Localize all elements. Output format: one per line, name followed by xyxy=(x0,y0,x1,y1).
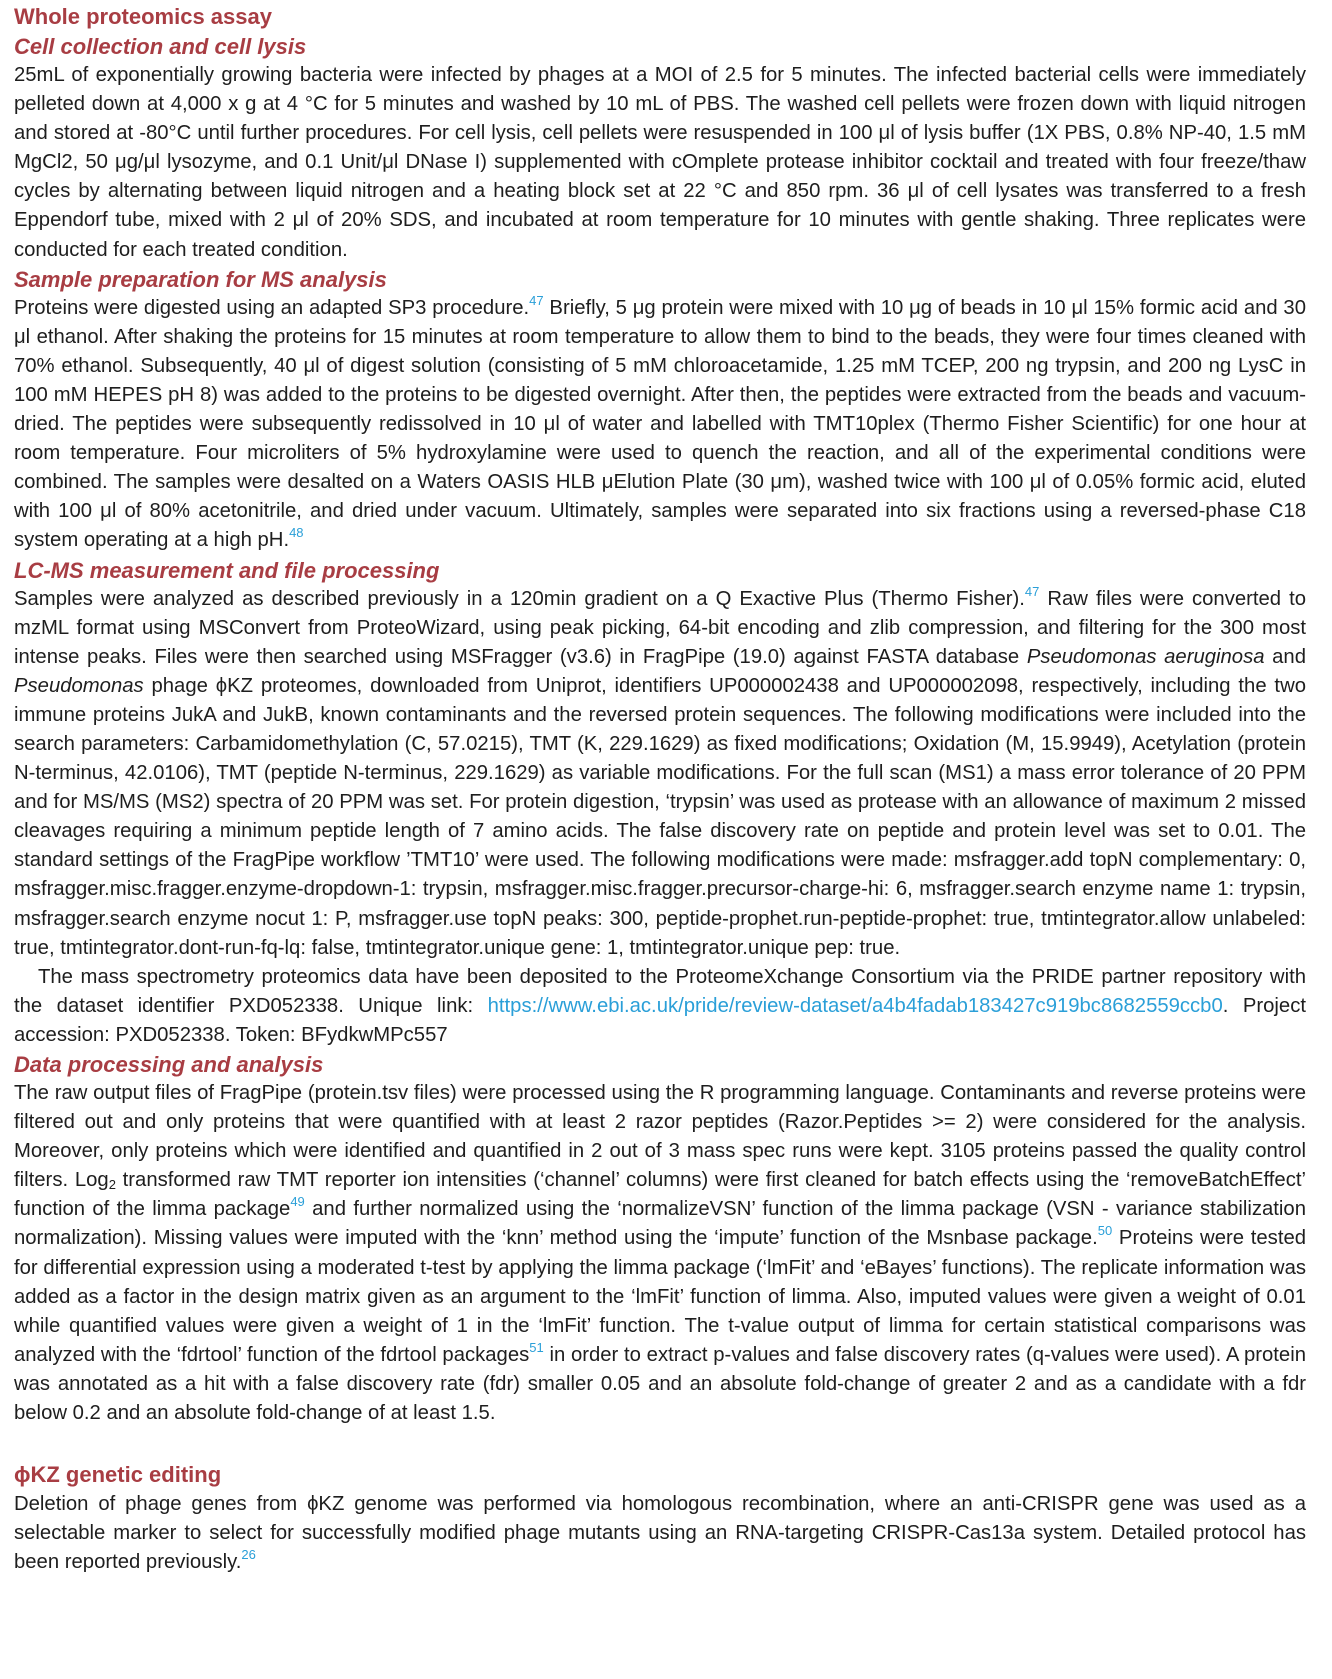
paragraph-data-processing xyxy=(14,1079,1306,1428)
text-run: phage ϕKZ proteomes, downloaded from Uniprot, identifiers UP000002438 and UP000002098, respectively, including the two immune proteins JukA and JukB, known contaminants and the reversed protein sequences. The following modifications were included into the search parameters: Carbamidomethylation (C, 57.0215), TMT (K, 229.1629) as fixed modifications; Oxidation (M, 15.9949), Acetylation (protein N-terminus, 42.0106), TMT (peptide N-terminus, 229.1629) as variable modifications. For the full scan (MS1) a mass error tolerance of 20 PPM and for MS/MS (MS2) spectra of 20 PPM was set. For protein digestion, ‘trypsin’ was used as protease with an allowance of maximum 2 missed cleavages requiring a minimum peptide length of 7 amino acids. The false discovery rate on peptide and protein level was set to 0.01. The standard settings of the FragPipe workflow ’TMT10’ were used. The following modifications were made: msfragger.add topN complementary: 0, msfragger.misc.fragger.enzyme-dropdown-1: trypsin, msfragger.misc.fragger.precursor-charge-hi: 6, msfragger.search enzyme name 1: trypsin, msfragger.search enzyme nocut 1: P, msfragger.use topN peaks: 300, peptide-prophet.run-peptide-prophet: true, tmtintegrator.allow unlabeled: true, tmtintegrator.dont-run-fq-lq: false, tmtintegrator.unique gene: 1, tmtintegrator.unique pep: true. xyxy=(14,674,1306,959)
citation-link[interactable]: 47 xyxy=(1024,583,1040,599)
text-run: in order to extract p-values and false discovery rates (q-values were used). A protein was annotated as a hit with a false discovery rate (fdr) smaller 0.05 and an absolute fold-change of greater 2 and as a candidate with a fdr below 0.2 and an absolute fold-change of at least 1.5. xyxy=(14,1343,1306,1425)
text-run: and further normalized using the ‘normalizeVSN’ function of the limma package (VSN - variance stabilization normalization). Missing values were imputed with the ‘knn’ method using the ‘impute’ function of the Msnbase package. xyxy=(14,1198,1306,1250)
text-run: Briefly, 5 μg protein were mixed with 10 μg of beads in 10 μl 15% formic acid and 30 μl ethanol. After shaking the proteins for 15 minutes at room temperature to allow them to bind to the beads, they were four times cleaned with 70% ethanol. Subsequently, 40 μl of digest solution (consisting of 5 mM chloroacetamide, 1.25 mM TCEP, 200 ng trypsin, and 200 ng LysC in 100 mM HEPES pH 8) was added to the proteins to be digested overnight. After then, the peptides were extracted from the beads and vacuum-dried. The peptides were subsequently redissolved in 10 μl of water and labelled with TMT10plex (Thermo Fisher Scientific) for one hour at room temperature. Four microliters of 5% hydroxylamine were used to quench the reaction, and all of the experimental conditions were combined. The samples were desalted on a Waters OASIS HLB μElution Plate (30 μm), washed twice with 100 μl of 0.05% formic acid, eluted with 100 μl of 80% acetonitrile, and dried under vacuum. Ultimately, samples were separated into six fractions using a reversed-phase C18 system operating at a high pH. xyxy=(14,296,1306,552)
section-heading-phage-editing: ϕKZ genetic editing xyxy=(14,1462,222,1488)
citation-link[interactable]: 48 xyxy=(289,525,304,541)
log-subscript: 2 xyxy=(108,1177,116,1193)
text-run: The raw output files of FragPipe (protein.tsv files) were processed using the R programming language. Contaminants and reverse proteins were filtered out and only proteins that were quantified with at least 2 razor peptides (Razor.Peptides >= 2) were considered for the analysis. Moreover, only proteins which were identified and quantified in 2 out of 3 mass spec runs were kept. 3105 proteins passed the quality control filters. Log xyxy=(14,1082,1306,1192)
paragraph-lcms xyxy=(14,585,1306,963)
text-run: Deletion of phage genes from ϕKZ genome was performed via homologous recombination, where an anti-CRISPR gene was used as a selectable marker to select for successfully modified phage mutants using an RNA-targeting CRISPR-Cas13a system. Detailed protocol has been reported previously. xyxy=(14,1493,1306,1574)
text-run: . Project accession: PXD052338. Token: BFydkwMPc557 xyxy=(14,994,1306,1046)
paragraph-phage-editing xyxy=(14,1490,1306,1577)
text-run: Samples were analyzed as described previously in a 120min gradient on a Q Exactive Plus (Thermo Fisher). xyxy=(14,587,1025,610)
section-heading-whole-proteomics: Whole proteomics assay xyxy=(14,4,272,29)
subheading-sample-preparation: Sample preparation for MS analysis xyxy=(14,266,387,292)
paragraph-cell-collection: 25mL of exponentially growing bacteria were infected by phages at a MOI of 2.5 for 5 minutes. The infected bacterial cells were immediately pelleted down at 4,000 x g at 4 °C for 5 minutes and washed by 10 mL of PBS. The washed cell pellets were frozen down with liquid nitrogen and stored at -80°C until further procedures. For cell lysis, cell pellets were resuspended in 100 μl of lysis buffer (1X PBS, 0.8% NP-40, 1.5 mM MgCl2, 50 μg/μl lysozyme, and 0.1 Unit/μl DNase I) supplemented with cOmplete protease inhibitor cocktail and treated with four freeze/thaw cycles by alternating between liquid nitrogen and a heating block set at 22 °C and 850 rpm. 36 μl of cell lysates was transferred to a fresh Eppendorf tube, mixed with 2 μl of 20% SDS, and incubated at room temperature for 10 minutes with gentle shaking. Three replicates were conducted for each treated condition. xyxy=(14,64,1306,261)
citation-link[interactable]: 47 xyxy=(529,292,544,308)
text-run: and xyxy=(1264,645,1306,668)
species-name: Pseudomonas aeruginosa xyxy=(1026,645,1265,668)
citation-link[interactable]: 49 xyxy=(290,1194,305,1210)
citation-link[interactable]: 26 xyxy=(241,1547,256,1563)
pride-dataset-link[interactable]: https://www.ebi.ac.uk/pride/review-dataset/a4b4fadab183427c919bc8682559ccb0 xyxy=(487,994,1223,1017)
species-name: Pseudomonas xyxy=(14,674,144,697)
citation-link[interactable]: 51 xyxy=(529,1339,544,1355)
subheading-data-processing: Data processing and analysis xyxy=(14,1052,324,1077)
paragraph-data-deposition xyxy=(14,963,1306,1050)
section-spacer xyxy=(14,1428,1306,1460)
text-run: transformed raw TMT reporter ion intensities (‘channel’ columns) were first cleaned for batch effects using the ‘removeBatchEffect’ function of the limma package xyxy=(14,1169,1306,1221)
subheading-lcms: LC-MS measurement and file processing xyxy=(14,557,440,583)
text-run: The mass spectrometry proteomics data have been deposited to the ProteomeXchange Consortium via the PRIDE partner repository with the dataset identifier PXD052338. Unique link: xyxy=(14,965,1306,1017)
subheading-cell-collection: Cell collection and cell lysis xyxy=(14,34,307,59)
text-run: Proteins were digested using an adapted SP3 procedure. xyxy=(14,296,530,319)
paragraph-sample-preparation xyxy=(14,294,1306,556)
citation-link[interactable]: 50 xyxy=(1097,1223,1113,1239)
text-run: Raw files were converted to mzML format using MSConvert from ProteoWizard, using peak picking, 64-bit encoding and zlib compression, and filtering for the 300 most intense peaks. Files were then searched using MSFragger (v3.6) in FragPipe (19.0) against FASTA database xyxy=(14,587,1306,668)
text-run: Proteins were tested for differential expression using a moderated t-test by applying the limma package (‘lmFit’ and ‘eBayes’ functions). The replicate information was added as a factor in the design matrix given as an argument to the ‘lmFit’ function of limma. Also, imputed values were given a weight of 0.01 while quantified values were given a weight of 1 in the ‘lmFit’ function. The t-value output of limma for certain statistical comparisons was analyzed with the ‘fdrtool’ function of the fdrtool packages xyxy=(14,1227,1307,1366)
